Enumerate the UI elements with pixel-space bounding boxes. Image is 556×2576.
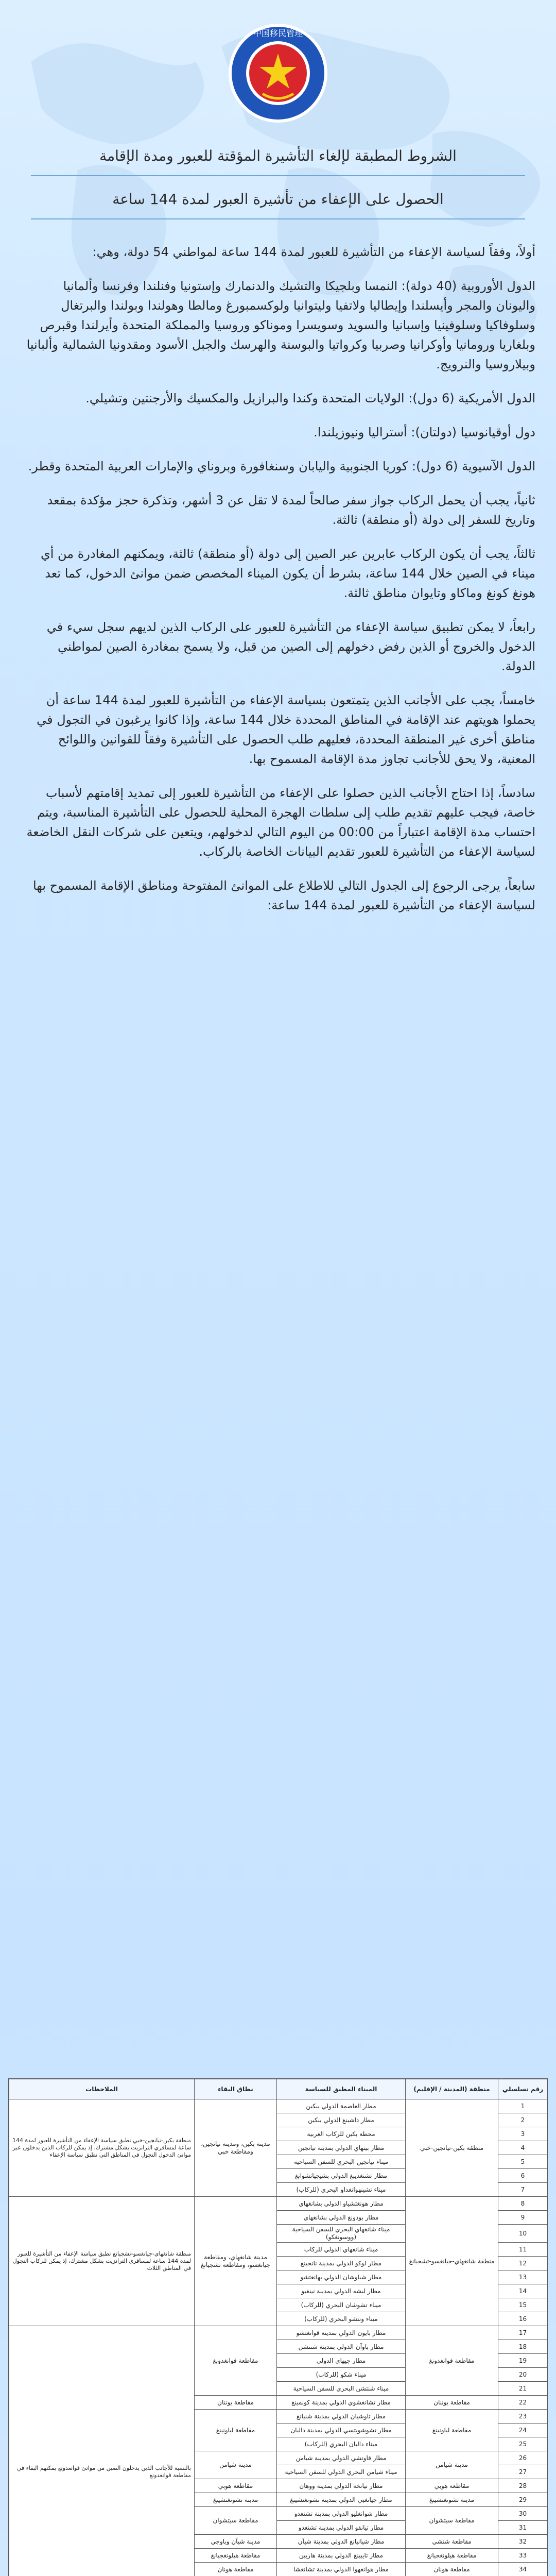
cell-num: 33 bbox=[498, 2549, 548, 2563]
cell-num: 20 bbox=[498, 2368, 548, 2382]
cell-num: 13 bbox=[498, 2270, 548, 2284]
cell-port: مطار تشوشويتسي الدولي بمدينة داليان bbox=[277, 2424, 406, 2437]
cell-port: مطار هونغتشياو الدولي بشانغهاي bbox=[277, 2197, 406, 2211]
page-title-line1: الشروط المطبقة لإلغاء التأشيرة المؤقتة للعبور ومدة الإقامة bbox=[99, 147, 457, 164]
cell-num: 3 bbox=[498, 2127, 548, 2141]
cell-city: مدينة تشونغتشينغ bbox=[406, 2493, 498, 2507]
ports-table-container bbox=[8, 2078, 548, 2576]
ports-table bbox=[9, 2079, 548, 2576]
cell-area: مقاطعة هيلونغجيانغ bbox=[195, 2549, 277, 2563]
cell-city: مقاطعة سيتشوان bbox=[406, 2507, 498, 2535]
cell-port: مطار ليشه الدولي بمدينة نينغبو bbox=[277, 2284, 406, 2298]
cell-num: 25 bbox=[498, 2437, 548, 2451]
cell-city: مقاطعة شنشي bbox=[406, 2535, 498, 2549]
paragraph-2: ثانياً، يجب أن يحمل الركاب جواز سفر صالحاً لمدة لا تقل عن 3 أشهر، وتذكرة حجز مؤكدة بمقعد وتاريخ للسفر إلى دولة (أو منطقة) ثالثة. bbox=[47, 493, 535, 527]
cell-num: 23 bbox=[498, 2410, 548, 2424]
cell-port: ميناء شانغهاي الدولي للركاب bbox=[277, 2243, 406, 2257]
cell-num: 26 bbox=[498, 2451, 548, 2465]
cell-port: مطار تيانخه الدولي بمدينة ووهان bbox=[277, 2479, 406, 2493]
article-body bbox=[21, 242, 535, 929]
cell-port: مطار شيانيانغ الدولي بمدينة شيآن bbox=[277, 2535, 406, 2549]
cell-port: ميناء ونتشو البحري (للركاب) bbox=[277, 2312, 406, 2326]
emblem-text: 中国移民管理 bbox=[253, 28, 303, 38]
cell-port: ميناء شانغهاي البحري للسفن السياحية (ووسونغكو) bbox=[277, 2225, 406, 2243]
cell-area: مقاطعة هونان bbox=[195, 2563, 277, 2576]
cell-num: 10 bbox=[498, 2225, 548, 2243]
cell-city: مقاطعة هوبي bbox=[406, 2479, 498, 2493]
table-row bbox=[9, 2197, 548, 2211]
national-immigration-emblem bbox=[227, 22, 329, 125]
cell-num: 5 bbox=[498, 2155, 548, 2169]
cell-num: 14 bbox=[498, 2284, 548, 2298]
cell-num: 19 bbox=[498, 2354, 548, 2368]
cell-city: مقاطعة هونان bbox=[406, 2563, 498, 2576]
header-num: رقم تسلسلي bbox=[498, 2079, 548, 2099]
cell-num: 22 bbox=[498, 2396, 548, 2410]
title-divider-1 bbox=[31, 175, 525, 176]
page-title-line2: الحصول على الإعفاء من تأشيرة العبور لمدة 144 ساعة bbox=[112, 191, 444, 208]
cell-num: 32 bbox=[498, 2535, 548, 2549]
title-divider-2 bbox=[31, 218, 525, 219]
cell-num: 4 bbox=[498, 2141, 548, 2155]
header-port: الميناء المطبق للسياسة bbox=[277, 2079, 406, 2099]
header-notes: الملاحظات bbox=[9, 2079, 195, 2099]
cell-city: مقاطعة يوننان bbox=[406, 2396, 498, 2410]
cell-num: 24 bbox=[498, 2424, 548, 2437]
cell-port: مطار تايبينغ الدولي بمدينة هاربين bbox=[277, 2549, 406, 2563]
cell-area: مدينة بكين، ومدينة تيانجين، ومقاطعة خبي bbox=[195, 2099, 277, 2197]
cell-area: مقاطعة قوانغدونغ bbox=[195, 2326, 277, 2396]
cell-port: مطار بودونغ الدولي بشانغهاي bbox=[277, 2211, 406, 2225]
header-area: نطاق البقاء bbox=[195, 2079, 277, 2099]
paragraph-americas: الدول الأمريكية (6 دول): الولايات المتحدة وكندا والبرازيل والمكسيك والأرجنتين وتشيلي. bbox=[85, 391, 535, 405]
cell-num: 11 bbox=[498, 2243, 548, 2257]
cell-city: مقاطعة هيلونغجيانغ bbox=[406, 2549, 498, 2563]
cell-num: 34 bbox=[498, 2563, 548, 2576]
cell-area: مقاطعة لياونينغ bbox=[195, 2410, 277, 2451]
cell-area: مقاطعة سيتشوان bbox=[195, 2507, 277, 2535]
paragraph-7: سابعاً، يرجى الرجوع إلى الجدول التالي للاطلاع على الموانئ المفتوحة ومناطق الإقامة المسموح بها لسياسة الإعفاء من التأشيرة للعبور لمدة 144 ساعة: bbox=[32, 878, 535, 912]
cell-num: 6 bbox=[498, 2169, 548, 2183]
paragraph-6: سادساً، إذا احتاج الأجانب الذين حصلوا على الإعفاء من التأشيرة للعبور إلى تمديد إقامتهم لأسباب خاصة، فيجب عليهم تقديم طلب إلى سلطات الهجرة المحلية للحصول على التأشيرة المناسبة، ويتم احتساب مدة الإقامة اعتباراً من 00:00 من اليوم التالي لدخولهم، ويتعين على شركات النقل الخاضعة لسياسة الإعفاء من التأشيرة للعبور تقديم البيانات الخاصة بالركاب. bbox=[26, 786, 535, 859]
cell-num: 16 bbox=[498, 2312, 548, 2326]
paragraph-4: رابعاً، لا يمكن تطبيق سياسة الإعفاء من التأشيرة للعبور على الركاب الذين لديهم سجل سيء في الدخول والخروج أو الذين رفض دخولهم إلى الصين من قبل، ولا يسمح بمغادرة الصين لمواطني الدولة. bbox=[46, 620, 535, 673]
cell-port: مطار بايون الدولي بمدينة قوانغتشو bbox=[277, 2326, 406, 2340]
table-body bbox=[9, 2099, 548, 2576]
cell-port: مطار داشينغ الدولي ببكين bbox=[277, 2113, 406, 2127]
paragraph-1: أولاً، وفقاً لسياسة الإعفاء من التأشيرة للعبور لمدة 144 ساعة لمواطني 54 دولة، وهي: bbox=[92, 245, 535, 259]
cell-port: مطار تشانغشوي الدولي بمدينة كونمينغ bbox=[277, 2396, 406, 2410]
cell-port: ميناء تيانجين البحري للسفن السياحية bbox=[277, 2155, 406, 2169]
paragraph-oceania: دول أوقيانوسيا (دولتان): أستراليا ونيوزيلندا. bbox=[314, 425, 535, 439]
cell-city: مقاطعة لياونينغ bbox=[406, 2410, 498, 2451]
cell-area: مدينة شيامن bbox=[195, 2451, 277, 2479]
cell-port: مطار هوانغهوا الدولي بمدينة تشانغشا bbox=[277, 2563, 406, 2576]
cell-city: منطقة شانغهاي-جيانغسو-تشجيانغ bbox=[406, 2197, 498, 2326]
paragraph-3: ثالثاً، يجب أن يكون الركاب عابرين عبر الصين إلى دولة (أو منطقة) ثالثة، ويمكنهم المغادرة من أي ميناء في الصين خلال 144 ساعة، بشرط أن يكون الميناء المخصص ضمن موانئ الدخول، كما تعد هونغ كونغ وماكاو وتايوان مناطق ثالثة. bbox=[40, 547, 535, 600]
paragraph-europe: الدول الأوروبية (40 دولة): النمسا وبلجيكا والتشيك والدنمارك وإستونيا وفنلندا وفرنسا وألمانيا واليونان والمجر وأيسلندا وإيطاليا ولاتفيا وليتوانيا ولوكسمبورغ ومالطا وهولندا وبولندا والبرتغال وسلوفاكيا وسلوفينيا وإسبانيا والسويد وسويسرا وموناكو وروسيا والمملكة المتحدة وأيرلندا وقبرص وبلغاريا ورومانيا وأوكرانيا وصربيا وكرواتيا والبوسنة والهرسك والجبل الأسود ومقدونيا الشمالية وألبانيا وبيلاروسيا والنرويج. bbox=[26, 279, 535, 371]
paragraph-asia: الدول الآسيوية (6 دول): كوريا الجنوبية واليابان وسنغافورة وبروناي والإمارات العربية المتحدة وقطر. bbox=[28, 459, 535, 473]
cell-port: مطار شوانغليو الدولي بمدينة تشنغدو bbox=[277, 2507, 406, 2521]
cell-port: مطار شياوشان الدولي بهانغتشو bbox=[277, 2270, 406, 2284]
cell-num: 2 bbox=[498, 2113, 548, 2127]
cell-city: مقاطعة قوانغدونغ bbox=[406, 2326, 498, 2396]
cell-port: ميناء تشوشان البحري (للركاب) bbox=[277, 2298, 406, 2312]
cell-num: 27 bbox=[498, 2465, 548, 2479]
cell-area: مدينة شيآن وباوجي bbox=[195, 2535, 277, 2549]
cell-port: ميناء شيامن البحري الدولي للسفن السياحية bbox=[277, 2465, 406, 2479]
cell-num: 30 bbox=[498, 2507, 548, 2521]
cell-num: 28 bbox=[498, 2479, 548, 2493]
table-row bbox=[9, 2326, 548, 2340]
cell-num: 18 bbox=[498, 2340, 548, 2354]
cell-num: 17 bbox=[498, 2326, 548, 2340]
cell-num: 12 bbox=[498, 2257, 548, 2270]
cell-port: مطار جيانغبي الدولي بمدينة تشونغتشينغ bbox=[277, 2493, 406, 2507]
cell-port: ميناء شنتشن البحري للسفن السياحية bbox=[277, 2382, 406, 2396]
cell-city: منطقة بكين-تيانجين-خبي bbox=[406, 2099, 498, 2197]
cell-port: مطار تاوشيان الدولي بمدينة شنيانغ bbox=[277, 2410, 406, 2424]
paragraph-5: خامساً، يجب على الأجانب الذين يتمتعون بسياسة الإعفاء من التأشيرة للعبور لمدة 144 ساعة أن يحملوا هويتهم عند الإقامة في المناطق المحددة خلال 144 ساعة، وإذا كانوا يرغبون في التجول في مناطق أخرى غير المنطقة المحددة، فعليهم طلب الحصول على التأشيرة وفقاً للقوانين واللوائح المعنية، ولا يحق للأجانب تجاوز مدة الإقامة المسموح بها. bbox=[37, 693, 535, 766]
cell-notes: منطقة بكين-تيانجين-خبي تطبق سياسة الإعفاء من التأشيرة للعبور لمدة 144 ساعة لمسافري الترانزيت بشكل مشترك، إذ يمكن للركاب الذين يدخلون عبر موانئ الدخول التجول في المناطق التي تطبق سياسة الإعفاء bbox=[9, 2099, 195, 2197]
cell-area: مقاطعة هوبي bbox=[195, 2479, 277, 2493]
header-city: منطقة (المدينة / الإقليم) bbox=[406, 2079, 498, 2099]
cell-num: 21 bbox=[498, 2382, 548, 2396]
cell-notes: منطقة شانغهاي-جيانغسو-تشجيانغ تطبق سياسة الإعفاء من التأشيرة للعبور لمدة 144 ساعة لمسافري الترانزيت بشكل مشترك، إذ يمكن للركاب التجول في المناطق الثلاث bbox=[9, 2197, 195, 2326]
cell-num: 8 bbox=[498, 2197, 548, 2211]
cell-num: 9 bbox=[498, 2211, 548, 2225]
cell-port: مطار لوكو الدولي بمدينة نانجينغ bbox=[277, 2257, 406, 2270]
table-row bbox=[9, 2099, 548, 2113]
cell-port: مطار بينهاي الدولي بمدينة تيانجين bbox=[277, 2141, 406, 2155]
cell-num: 1 bbox=[498, 2099, 548, 2113]
cell-port: مطار العاصمة الدولي ببكين bbox=[277, 2099, 406, 2113]
cell-area: مدينة تشونغتشينغ bbox=[195, 2493, 277, 2507]
cell-num: 29 bbox=[498, 2493, 548, 2507]
cell-notes: بالنسبة للأجانب الذين يدخلون الصين من موانئ قوانغدونغ يمكنهم البقاء في مقاطعة قوانغدونغ bbox=[9, 2326, 195, 2576]
cell-area: مدينة شانغهاي، ومقاطعة جيانغسو، ومقاطعة تشجيانغ bbox=[195, 2197, 277, 2326]
table-header-row bbox=[9, 2079, 548, 2099]
cell-num: 15 bbox=[498, 2298, 548, 2312]
cell-port: مطار باوآن الدولي بمدينة شنتشن bbox=[277, 2340, 406, 2354]
cell-port: ميناء تشينهوانغداو البحري (للركاب) bbox=[277, 2183, 406, 2197]
cell-port: ميناء داليان البحري (للركاب) bbox=[277, 2437, 406, 2451]
cell-port: محطة بكين للركاب الغربية bbox=[277, 2127, 406, 2141]
cell-num: 7 bbox=[498, 2183, 548, 2197]
cell-port: مطار قاوتشي الدولي بمدينة شيامن bbox=[277, 2451, 406, 2465]
cell-num: 31 bbox=[498, 2521, 548, 2535]
cell-area: مقاطعة يوننان bbox=[195, 2396, 277, 2410]
cell-port: مطار جيهاي الدولي bbox=[277, 2354, 406, 2368]
cell-port: مطار تيانفو الدولي بمدينة تشنغدو bbox=[277, 2521, 406, 2535]
cell-city: مدينة شيامن bbox=[406, 2451, 498, 2479]
cell-port: مطار تشنغدينغ الدولي بشيجياتشوانغ bbox=[277, 2169, 406, 2183]
cell-port: ميناء شكو (للركاب) bbox=[277, 2368, 406, 2382]
